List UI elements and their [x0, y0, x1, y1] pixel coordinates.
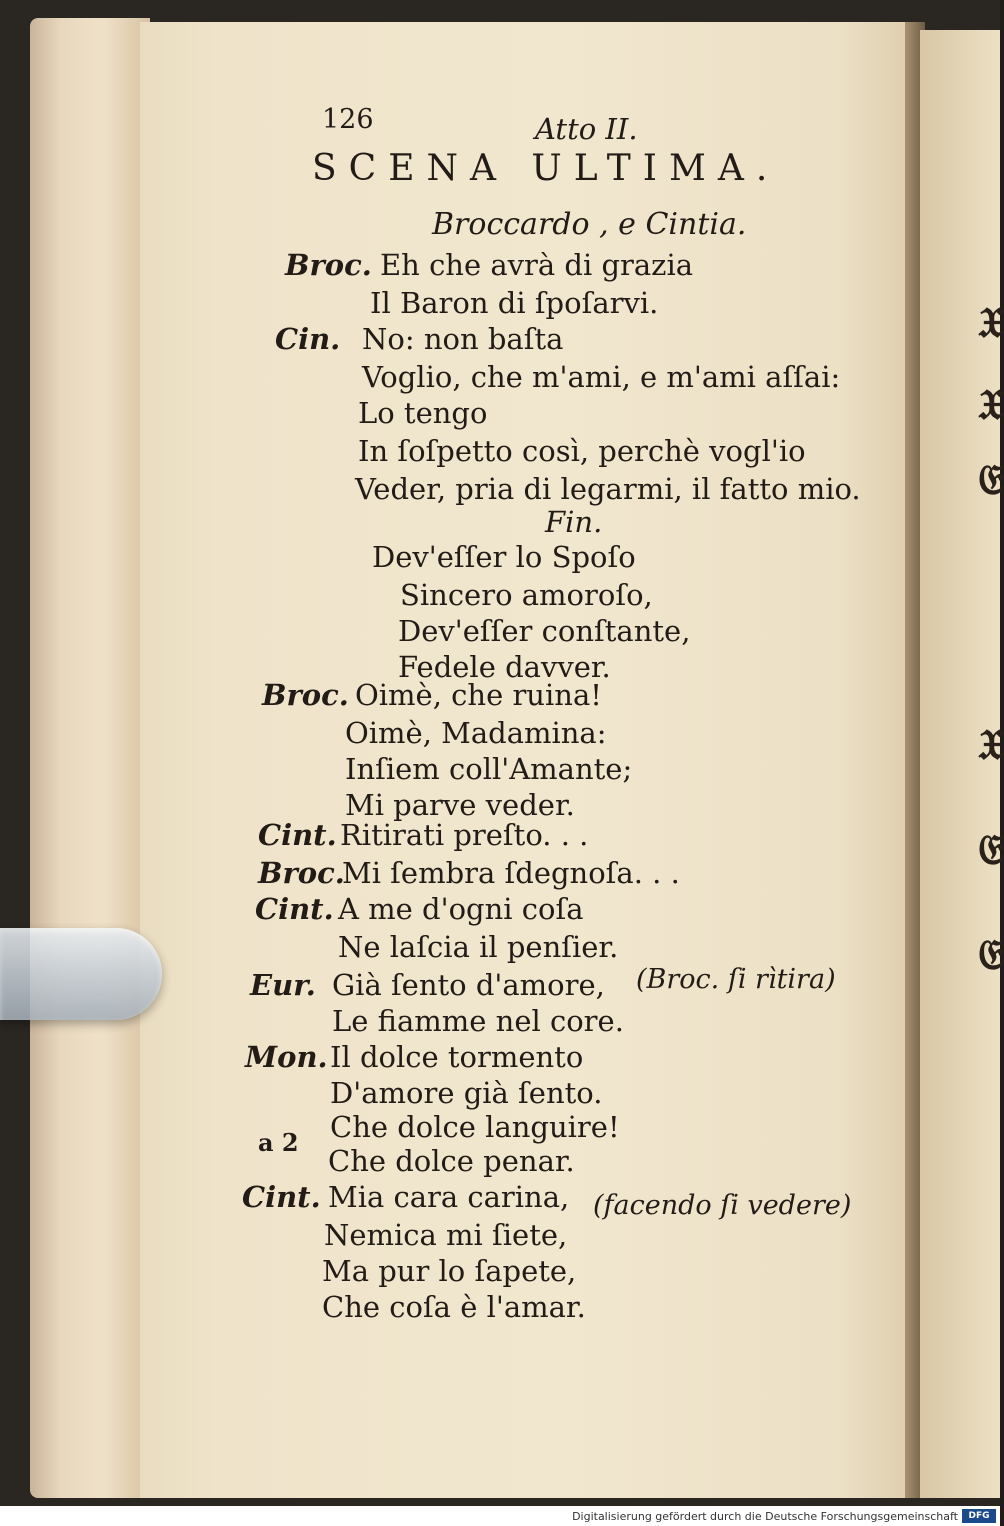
verse-line: Eh che avrà di grazia: [380, 248, 694, 282]
verse-line: Ne laſcia il penſier.: [338, 930, 619, 964]
digitization-footer: [0, 1506, 1000, 1526]
verse-line: Il Baron di ſpoſarvi.: [370, 286, 659, 320]
verse-line: Voglio, che m'ami, e m'ami aſſai:: [362, 360, 841, 394]
verse-line: Lo tengo: [358, 396, 488, 430]
facing-page-edge: [920, 30, 1004, 1498]
verse-line: Dev'eſſer lo Spoſo: [372, 540, 636, 574]
verse-line: Fedele davver.: [398, 650, 611, 684]
facing-glyph: 𝔈: [978, 930, 1004, 979]
verse-line: Inſiem coll'Amante;: [345, 752, 633, 786]
speaker-label: Cint.: [258, 818, 337, 852]
verse-line: Oimè, Madamina:: [345, 716, 607, 750]
verse-line: Ritirati preſto. . .: [340, 818, 589, 852]
verse-line: Che dolce languire!: [330, 1110, 620, 1144]
running-title: Atto II.: [535, 112, 638, 146]
verse-line: Mi ſembra ſdegnoſa. . .: [342, 856, 680, 890]
facing-glyph: 𝔈: [978, 455, 1004, 504]
speaker-label: Broc.: [258, 856, 345, 890]
dfg-logo: DFG: [962, 1509, 996, 1523]
speaker-label: Broc.: [262, 678, 349, 712]
verse-line: Oimè, che ruina!: [355, 678, 602, 712]
verse-line: Fin.: [545, 505, 603, 539]
verse-line: No: non baſta: [362, 322, 564, 356]
verse-line: Che coſa è l'amar.: [322, 1290, 586, 1324]
facing-glyph: 𝔛: [978, 298, 1004, 347]
speaker-label: Mon.: [245, 1040, 328, 1074]
verse-line: Già ſento d'amore,: [332, 968, 605, 1002]
character-list: Broccardo , e Cintia.: [432, 207, 747, 242]
speaker-label: Cin.: [275, 322, 341, 356]
footer-credit: Digitalisierung gefördert durch die Deutsche Forschungsgemeinschaft: [572, 1510, 958, 1523]
verse-line: Mia cara carina,: [328, 1180, 570, 1214]
page-number: 126: [322, 104, 374, 135]
speaker-label: a 2: [258, 1128, 299, 1157]
verse-line: Il dolce tormento: [330, 1040, 584, 1074]
verse-line: A me d'ogni coſa: [338, 892, 584, 926]
verse-line: D'amore già ſento.: [330, 1076, 603, 1110]
verse-line: Mi parve veder.: [345, 788, 575, 822]
verse-line: Veder, pria di legarmi, il fatto mio.: [355, 472, 861, 506]
verse-line: Nemica mi ſiete,: [324, 1218, 568, 1252]
page-edges: [30, 18, 150, 1498]
verse-line: Ma pur lo ſapete,: [322, 1254, 577, 1288]
verse-line: Sincero amoroſo,: [400, 578, 653, 612]
verse-line: Dev'eſſer conſtante,: [398, 614, 691, 648]
verse-line: In ſoſpetto così, perchè vogl'io: [358, 434, 806, 468]
facing-glyph: 𝔛: [978, 380, 1004, 429]
verse-line: Le fiamme nel core.: [332, 1004, 624, 1038]
speaker-label: Broc.: [285, 248, 372, 282]
stage-direction: (Broc. ſi rìtira): [636, 964, 836, 995]
speaker-label: Cint.: [242, 1180, 321, 1214]
speaker-label: Eur.: [250, 968, 316, 1002]
scene-title: SCENA ULTIMA.: [312, 148, 780, 189]
glass-clamp: [0, 928, 162, 1020]
facing-glyph: 𝔛: [978, 720, 1004, 769]
speaker-label: Cint.: [255, 892, 334, 926]
facing-glyph: 𝔈: [978, 825, 1004, 874]
verse-line: Che dolce penar.: [328, 1144, 575, 1178]
stage-direction: (facendo ſi vedere): [593, 1190, 852, 1221]
